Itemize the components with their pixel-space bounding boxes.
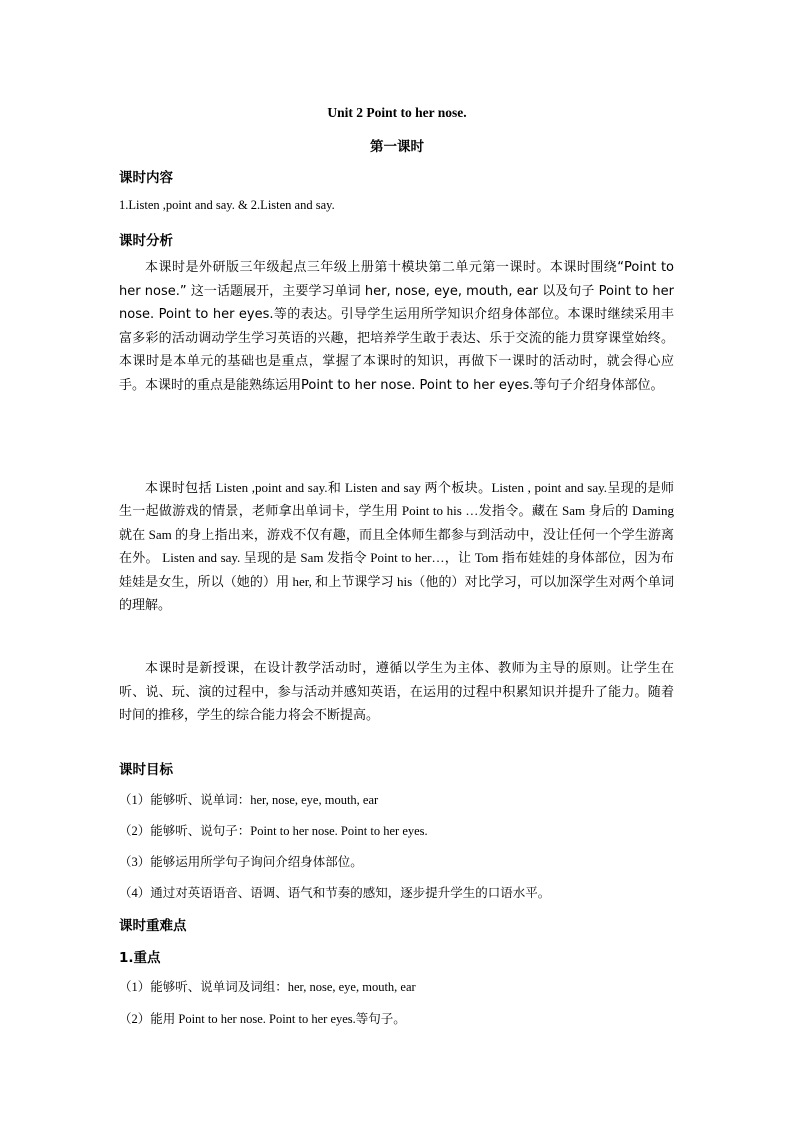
analysis-paragraph-3: 本课时是新授课，在设计教学活动时，遵循以学生为主体、教师为主导的原则。让学生在听、说、玩、演的过程中，参与活动并感知英语，在运用的过程中积累知识并提升了能力。随着时间的推移，学生的综合能力将会不断提高。 [119, 661, 674, 724]
content-text: 1.Listen ,point and say. & 2.Listen and say. [119, 198, 335, 212]
content-heading: 课时内容 [119, 170, 173, 186]
analysis-paragraph-1: 本课时是外研版三年级起点三年级上册第十模块第二单元第一课时。本课时围绕“Point to her nose.” 这一话题展开，主要学习单词 her, nose, eye, mouth, ear 以及句子 Point to her nose. Point to her eyes.等的表达。引导学生运用所学知识介绍身体部位。本课时继续采用丰富多彩的活动调动学生学习英语的兴趣，把培养学生敢于表达、乐于交流的能力贯穿课堂始终。本课时是本单元的基础也是重点，掌握了本课时的知识，再做下一课时的活动时，就会得心应手。本课时的重点是能熟练运用Point to her nose. Point to her eyes.等句子介绍身体部位。 [119, 260, 674, 393]
goal-item: （3）能够运用所学句子询问介绍身体部位。 [119, 855, 363, 869]
key-item: （2）能用 Point to her nose. Point to her eyes.等句子。 [119, 1012, 406, 1026]
goals-heading: 课时目标 [119, 762, 173, 778]
keypoints-heading: 课时重难点 [119, 918, 187, 934]
goal-item: （4）通过对英语语音、语调、语气和节奏的感知，逐步提升学生的口语水平。 [119, 886, 551, 900]
goal-item: （1）能够听、说单词：her, nose, eye, mouth, ear [119, 793, 379, 807]
key-item: （1）能够听、说单词及词组：her, nose, eye, mouth, ear [119, 980, 416, 994]
analysis-heading: 课时分析 [119, 233, 173, 249]
document-title: Unit 2 Point to her nose. [327, 105, 467, 120]
key-sub-heading: 1.重点 [119, 950, 161, 966]
document-subtitle: 第一课时 [370, 139, 424, 154]
analysis-paragraph-2: 本课时包括 Listen ,point and say.和 Listen and say 两个板块。Listen , point and say.呈现的是师生一起做游戏的情景，老师拿出单词卡，学生用 Point to his …发指令。藏在 Sam 身后的 Daming 就在 Sam 的身上指出来，游戏不仅有趣，而且全体师生都参与到活动中，没让任何一个学生游离在外。 Listen and say. 呈现的是 Sam 发指令 Point to her…，让 Tom 指布娃娃的身体部位，因为布娃娃是女生，所以（她的）用 her, 和上节课学习 his（他的）对比学习，可以加深学生对两个单词的理解。 [119, 480, 674, 613]
goal-item: （2）能够听、说句子：Point to her nose. Point to her eyes. [119, 824, 428, 838]
